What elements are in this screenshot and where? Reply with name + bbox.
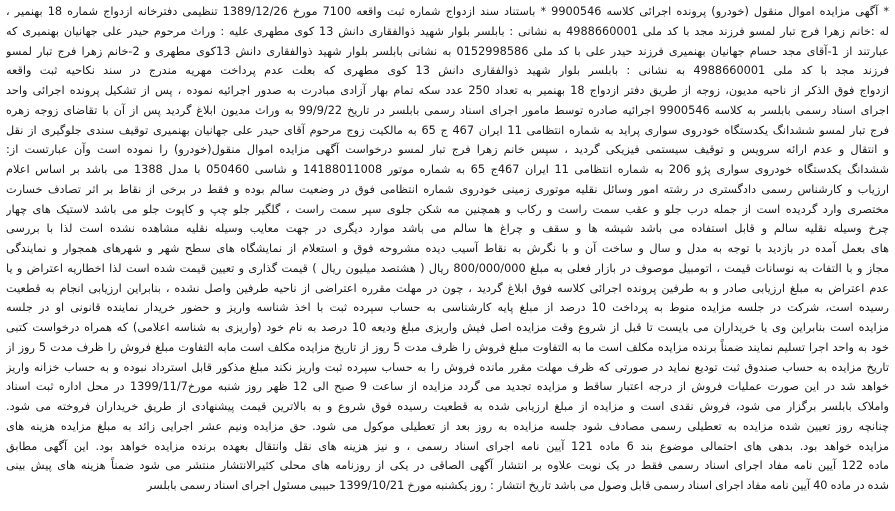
- notice-line: عدم اعتراض به مبلغ ارزیابی صادر و به طرفین پرونده اجرائی کلاسه فوق ابلاغ گردید ، چون در مهلت مقرره اعتراضی از ناحیه طرفین واصل نشده ، بنابراین ارزیابی انجام به قطعیت: [6, 281, 889, 295]
- notice-line: رسیده است، شرکت در جلسه مزایده منوط به پرداخت 10 درصد از مبلغ پایه کارشناسی به حساب سپرده ثبت با اخذ شناسه واریز و حضور خریدار نماینده قانونی او در جلسه: [6, 301, 889, 315]
- notice-line: فرج تبار لمسو ششدانگ یکدستگاه خودروی سواری پراید به شماره انتظامی 11 ایران 467 ج 65 به مالکیت زوج مرحوم آقای حیدر علی جهانیان بهنمیری توقیف سندی جلوگیری از نقل: [6, 123, 889, 137]
- auction-notice-document: [6, 2, 889, 496]
- notice-line: مزایده خواهد بود. بدهی های احتمالی موضوع بند 6 ماده 121 آیین نامه اجرای اسناد رسمی ، و نیز هزینه های نقل وانتقال بعهده برنده مزایده خواهد بود. این آگهی مطابق: [6, 439, 889, 453]
- notice-line: مجاز و با التفات به نوسانات قیمت ، اتومبیل موصوف در بازار فعلی به مبلغ 800/000/000 ریال ( هشتصد میلیون ریال ) قیمت گذاری و تعیین قیمت شده است لذا اخطاریه اعتراض و یا: [6, 261, 889, 275]
- notice-line: ارزیاب و کارشناس رسمی دادگستری در رشته امور وسائل نقلیه موتوری زمینی خودروی شماره انتظامی فوق در وضعیت سالم بوده و فقط در برخی از نقاط بر اثر تصادف خسارت: [6, 182, 889, 196]
- notice-line: * آگهی مزایده اموال منقول (خودرو) پرونده اجرائی کلاسه 9900546 * باستناد سند ازدواج شماره ثبت واقعه 7100 مورخ 1389/12/26 تنظیمی دفترخانه ازدواج شماره 18 بهنمیر ،: [6, 5, 889, 18]
- notice-line: مزایده است بنابراین وی یا خریداران می بایست تا قبل از شروع وقت مزایده اصل فیش واریزی مبلغ ودیعه 10 درصد به نام خود (واریزی به شناسه اعلامی) که همراه درخواست کتبی: [6, 321, 889, 334]
- notice-line: له :خانم زهرا فرج تبار لمسو فرزند مجد با کد ملی 4988660001 به نشانی : بابلسر بلوار شهید ذوالفقاری دانش 13 کوی مطهری علیه : وراث مرحوم حیدر علی جهانیان بهنمیری که: [6, 24, 889, 38]
- notice-line: ماده 122 آیین نامه مفاد اجرای اسناد رسمی فقط در یک نوبت علاوه بر انتشار آگهی الصاقی در یکی از روزنامه های محلی کثیرالانتشار منتشر می شود ضمناً هزینه های پیش بینی: [6, 459, 889, 473]
- notice-line: اجرای اسناد رسمی بابلسر به کلاسه 9900546 اجرائیه صادره توسط مامور اجرای اسناد رسمی بابلسر در تاریخ 99/9/22 به وراث مدیون ابلاغ گردید پس از آن با تقاضای زوجه زهره: [6, 103, 889, 117]
- notice-line: خواهد شد در این صورت عملیات فروش از درجه اعتبار ساقط و مزایده تجدید می گردد مزایده از ساعت 9 صبح الی 12 ظهر روز شنبه مورخ1399/11/7 در محل اداره ثبت اسناد: [6, 380, 889, 394]
- notice-line: ازدواج فوق الذکر از ناحیه مدیون، زوجه از طریق دفتر ازدواج 18 بهنمیر به تعداد 250 عدد سکه تمام بهار آزادی مبادرت به صدور اجرائیه نموده ، پس از تشکیل پرونده اجرائی واحد: [6, 84, 889, 97]
- notice-line: تاریخ مزایده به حساب صندوق ثبت تودیع نماید در صورتی که ظرف مهلت مقرر مانده فروش را به حساب سپرده ثبت واریز نکند مبلغ مذکور قابل استرداد نبوده و به حساب خزانه واریز: [6, 360, 889, 374]
- notice-line: چرخ وسیله نقلیه سالم و قابل استفاده می باشد شیشه ها و سقف و چراغ ها سالم می باشد موارد دیگری در جهت معایب وسیله نقلیه مشاهده نشده است لذا با بررسی: [6, 222, 889, 236]
- notice-line: واملاک بابلسر برگزار می شود، فروش نقدی است و مزایده از مبلغ ارزیابی شده به قطعیت رسیده فوق شروع و به بالاترین قیمت پیشنهادی از طریق خریداران فروخته می شود.: [6, 400, 889, 413]
- notice-line: های بعمل آمده در بازدید با توجه به مدل و سال و ساخت آن و با نگرش به نقاط آسیب دیده مشروحه فوق و استعلام از نمایشگاه های سطح شهر و شهرهای همجوار و نمایندگی: [6, 242, 889, 255]
- notice-line: ششدانگ یکدستگاه خودروی سواری پژو 206 به شماره انتظامی 11 ایران 467ج 65 به شماره موتور 14188011008 و شاسی 050460 با مدل 1388 می باشد بر اساس اعلام: [6, 163, 889, 176]
- notice-line: خود به واحد اجرا تسلیم نمایند ضمناً برنده مزایده مکلف است ما به التفاوت مبلغ فروش را ظرف مدت 5 روز از تاریخ مزایده مکلف است مابه التفاوت مبلغ فروش را ظرف مدت 5 روز از: [6, 340, 889, 354]
- notice-line: و انتقال و عدم ارائه سرویس و توقیف سیستمی فیزیکی گردید ، سپس خانم زهرا فرج تبار لمسو درخواست آگهی مزایده اموال منقول(خودرو) را نموده است وآن عبارتست از:: [6, 143, 889, 157]
- notice-line: فرزند مجد با کد ملی 4988660001 به نشانی : بابلسر بلوار شهید ذوالفقاری دانش 13 کوی مطهری که بعلت عدم پرداخت مهریه مندرج در سند نکاحیه ثبت واقعه: [6, 64, 889, 78]
- notice-line: مختصری وارد گردیده است از جمله درب جلو و عقب سمت راست و رکاب و همچنین مه شکن جلوی سپر سمت راست ، گلگیر جلو چپ و کاپوت جلو می باشد لاستیک های چهار: [6, 202, 889, 216]
- notice-line: چنانچه روز تعیین شده مزایده به تعطیلی رسمی مصادف شود جلسه مزایده به روز بعد از تعطیلی موکول می شود. حق مزایده ونیم عشر اجرایی زائد به مبلغ مزایده هزینه های: [6, 419, 889, 433]
- notice-line: عبارتند از 1-آقای مجد حسام جهانیان بهنمیری فرزند حیدر علی با کد ملی 0152998586 به نشانی بابلسر بلوار شهید ذوالفقاری دانش 13کوی مطهری و 2-خانم زهرا فرج تبار لمسو: [6, 44, 889, 58]
- notice-line: شده در ماده 40 آیین نامه مفاد اجرای اسناد رسمی قابل وصول می باشد تاریخ انتشار : روز یکشنبه مورخ 1399/10/21 حبیبی مسئول اجرای اسناد رسمی بابلسر: [146, 479, 889, 492]
